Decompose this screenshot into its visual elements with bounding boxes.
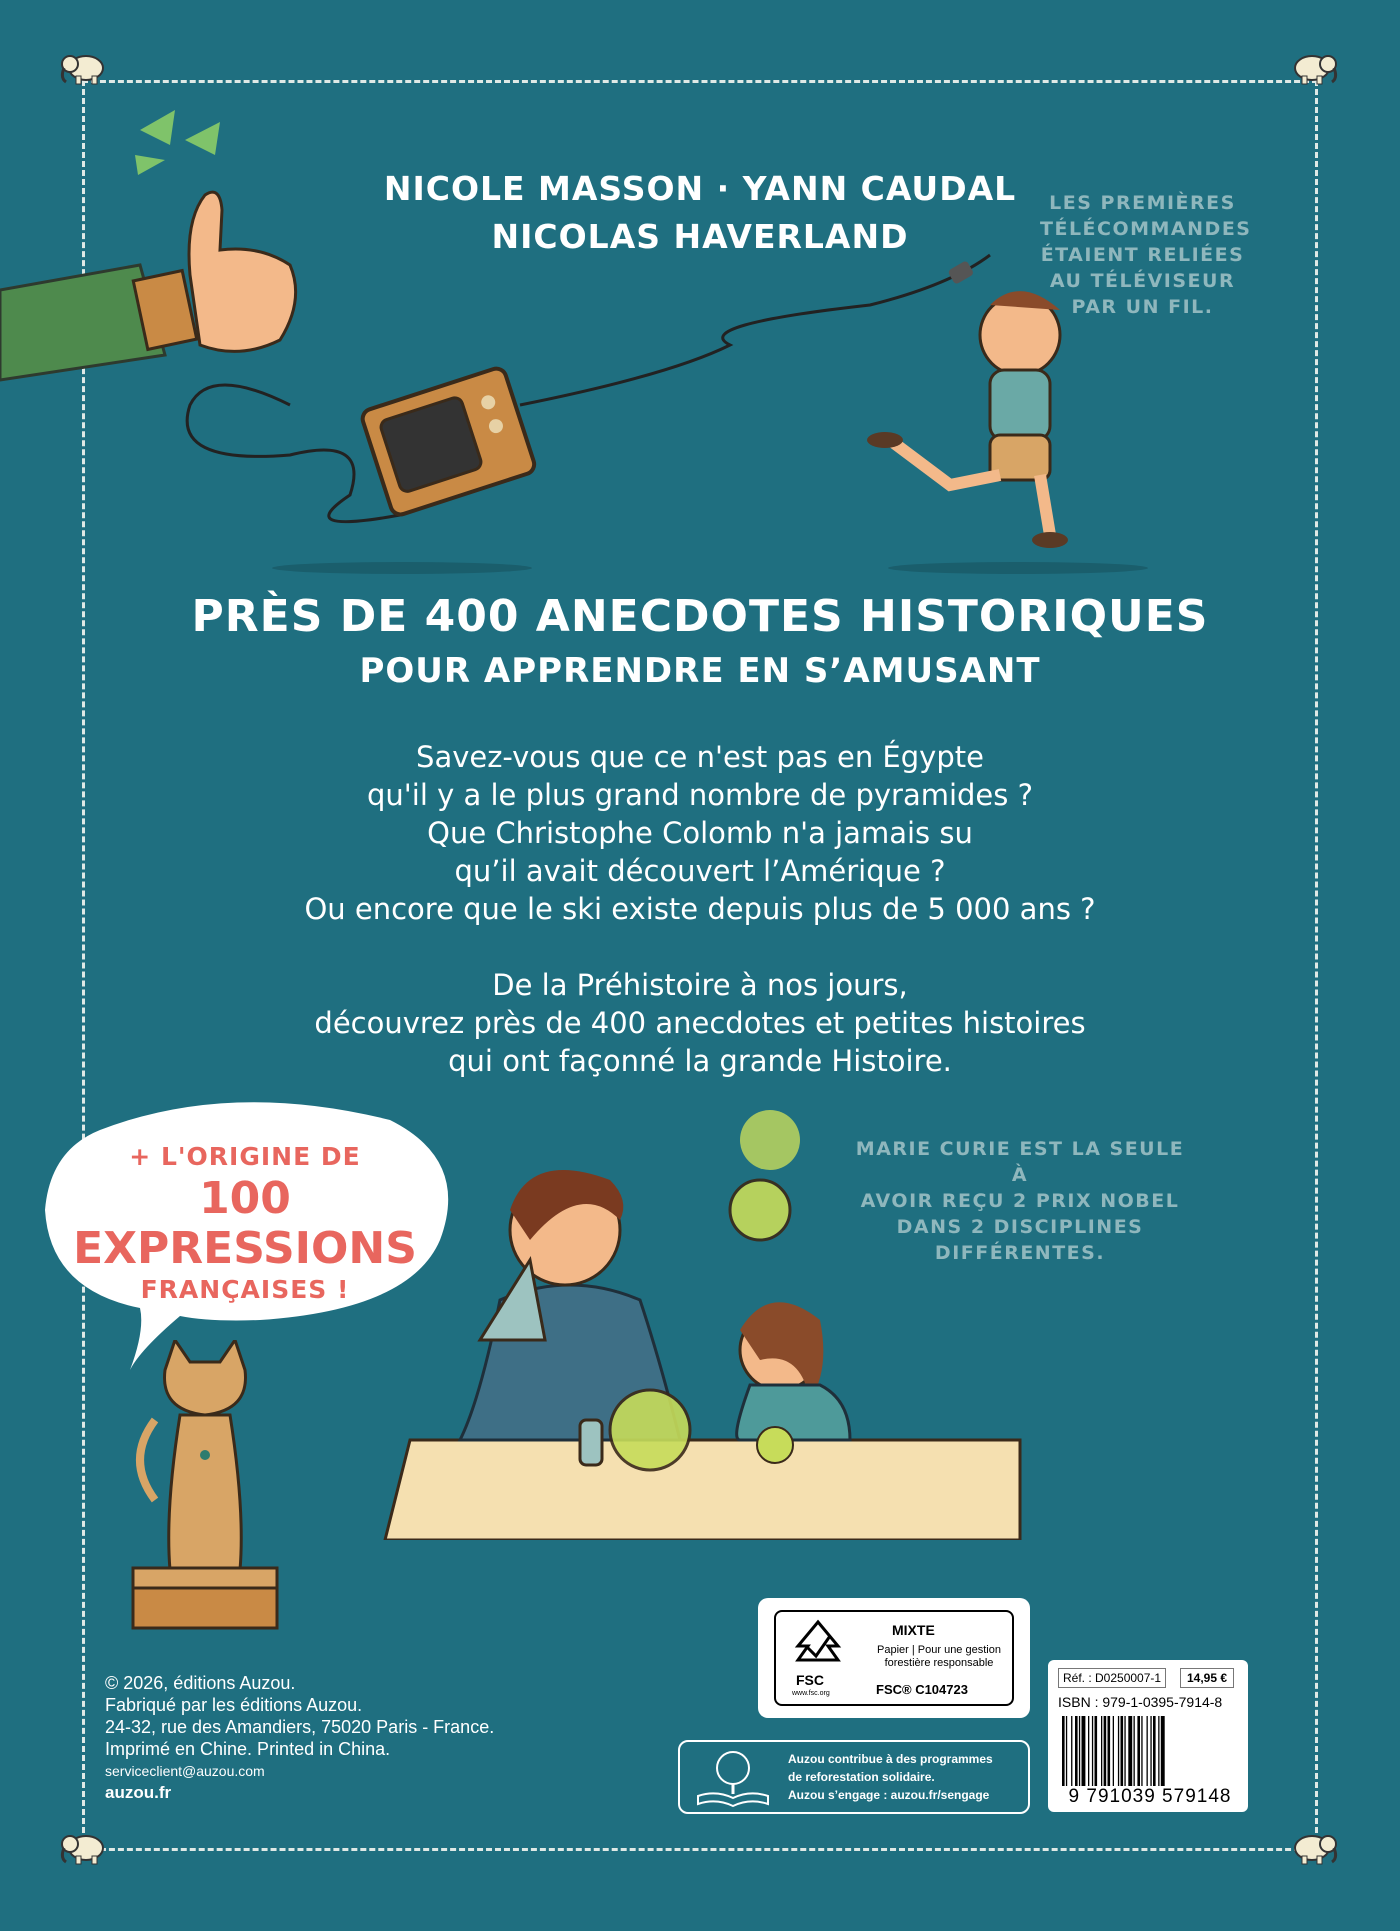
bubble-line: + L'ORIGINE DE	[129, 1142, 361, 1171]
note-line: TÉLÉCOMMANDES	[1040, 218, 1252, 240]
headline-subtitle: POUR APPRENDRE EN S’AMUSANT	[359, 651, 1041, 691]
barcode-bar	[1137, 1716, 1140, 1786]
legal-line: 24-32, rue des Amandiers, 75020 Paris - France.	[105, 1717, 495, 1737]
isbn: ISBN : 979-1-0395-7914-8	[1058, 1694, 1223, 1710]
headline	[150, 588, 1250, 696]
barcode-bar	[1066, 1716, 1067, 1786]
ground-shadow	[272, 562, 532, 574]
paragraph-intro	[200, 966, 1200, 1080]
fsc-inner	[774, 1610, 1014, 1706]
ean-number: 9 791039 579148	[1068, 1786, 1232, 1807]
fsc-mixte: MIXTE	[892, 1622, 935, 1638]
barcode-bar	[1153, 1716, 1156, 1786]
bubble-line: FRANÇAISES !	[140, 1275, 350, 1304]
barcode-bar	[1113, 1716, 1114, 1786]
barcode-bar	[1121, 1716, 1124, 1786]
headline-title: PRÈS DE 400 ANECDOTES HISTORIQUES	[191, 591, 1209, 642]
barcode-bar	[1158, 1716, 1159, 1786]
legal-email: serviceclient@auzou.com	[105, 1763, 265, 1779]
barcode-bar	[1062, 1716, 1065, 1786]
authors	[380, 165, 1020, 261]
legal-line: Fabriqué par les éditions Auzou.	[105, 1695, 363, 1715]
note-line: AU TÉLÉVISEUR	[1049, 270, 1236, 292]
paragraph-questions	[200, 738, 1200, 928]
fsc-logo-text: FSC	[796, 1672, 824, 1688]
barcode-bar	[1088, 1716, 1089, 1786]
barcode-bar	[1128, 1716, 1132, 1786]
cat-statue-illustration	[125, 1340, 285, 1630]
paragraph-line: Ou encore que le ski existe depuis plus de 5 000 ans ?	[304, 892, 1096, 926]
reforest-box	[678, 1740, 1030, 1814]
note-line: MARIE CURIE EST LA SEULE À	[855, 1138, 1185, 1186]
note-line: DIFFÉRENTES.	[934, 1242, 1106, 1264]
barcode-bar	[1108, 1716, 1111, 1786]
reforest-text	[788, 1750, 1028, 1804]
barcode-image	[1062, 1716, 1236, 1786]
barcode-bar	[1079, 1716, 1080, 1786]
barcode-bar	[1071, 1716, 1072, 1786]
barcode-bar	[1141, 1716, 1142, 1786]
barcode-bar	[1082, 1716, 1086, 1786]
note-remote	[1040, 190, 1252, 320]
paragraph-line: qu'il y a le plus grand nombre de pyramides ?	[367, 778, 1033, 812]
reforest-line: de reforestation solidaire.	[788, 1770, 935, 1784]
note-line: ÉTAIENT RELIÉES	[1040, 244, 1245, 266]
barcode-bar	[1150, 1716, 1151, 1786]
fsc-description: Papier | Pour une gestion forestière responsable	[877, 1644, 1001, 1669]
barcode-bar	[1075, 1716, 1078, 1786]
legal-site: auzou.fr	[105, 1783, 172, 1802]
reforest-line: Auzou contribue à des programmes	[788, 1752, 993, 1766]
barcode-bar	[1092, 1716, 1093, 1786]
paragraph-line: Savez-vous que ce n'est pas en Égypte	[416, 740, 984, 774]
note-line: DANS 2 DISCIPLINES	[896, 1216, 1144, 1238]
tv-and-boy-illustration	[170, 235, 1070, 565]
barcode-bar	[1161, 1716, 1165, 1786]
tree-book-icon	[688, 1748, 778, 1808]
paragraph-line: qui ont façonné la grande Histoire.	[448, 1044, 952, 1078]
reforest-line: Auzou s’engage : auzou.fr/sengage	[788, 1788, 990, 1802]
legal-line: © 2026, éditions Auzou.	[105, 1673, 296, 1693]
barcode-bar	[1095, 1716, 1098, 1786]
paragraph-line: Que Christophe Colomb n'a jamais su	[427, 816, 973, 850]
barcode-box	[1048, 1660, 1248, 1812]
note-curie	[850, 1136, 1190, 1266]
fsc-code: FSC® C104723	[876, 1682, 968, 1697]
note-line: PAR UN FIL.	[1071, 296, 1214, 318]
fsc-label-box	[758, 1598, 1030, 1718]
barcode-bar	[1147, 1716, 1148, 1786]
barcode-bar	[1104, 1716, 1107, 1786]
elephant-icon	[1290, 1826, 1338, 1868]
barcode-bar	[1118, 1716, 1119, 1786]
reference: Réf. : D0250007-1	[1058, 1668, 1166, 1688]
barcode-bar	[1101, 1716, 1102, 1786]
barcode-bar	[1124, 1716, 1125, 1786]
note-line: LES PREMIÈRES	[1049, 192, 1236, 214]
paragraph-line: qu’il avait découvert l’Amérique ?	[454, 854, 946, 888]
authors-line: NICOLAS HAVERLAND	[491, 217, 909, 256]
fsc-url: www.fsc.org	[792, 1690, 830, 1697]
tree-check-icon	[790, 1618, 846, 1670]
ground-shadow	[888, 562, 1148, 574]
paragraph-line: De la Préhistoire à nos jours,	[492, 968, 908, 1002]
paragraph-line: découvrez près de 400 anecdotes et petites histoires	[314, 1006, 1086, 1040]
elephant-icon	[60, 1826, 108, 1868]
barcode-bar	[1134, 1716, 1135, 1786]
elephant-icon	[1290, 46, 1338, 88]
legal-line: Imprimé en Chine. Printed in China.	[105, 1739, 391, 1759]
authors-line: NICOLE MASSON · YANN CAUDAL	[383, 169, 1017, 208]
bubble-line: 100 EXPRESSIONS	[73, 1173, 417, 1274]
note-line: AVOIR REÇU 2 PRIX NOBEL	[860, 1190, 1180, 1212]
bubble-text	[50, 1140, 440, 1306]
elephant-icon	[60, 46, 108, 88]
price: 14,95 €	[1180, 1668, 1234, 1688]
legal-info	[105, 1672, 525, 1804]
